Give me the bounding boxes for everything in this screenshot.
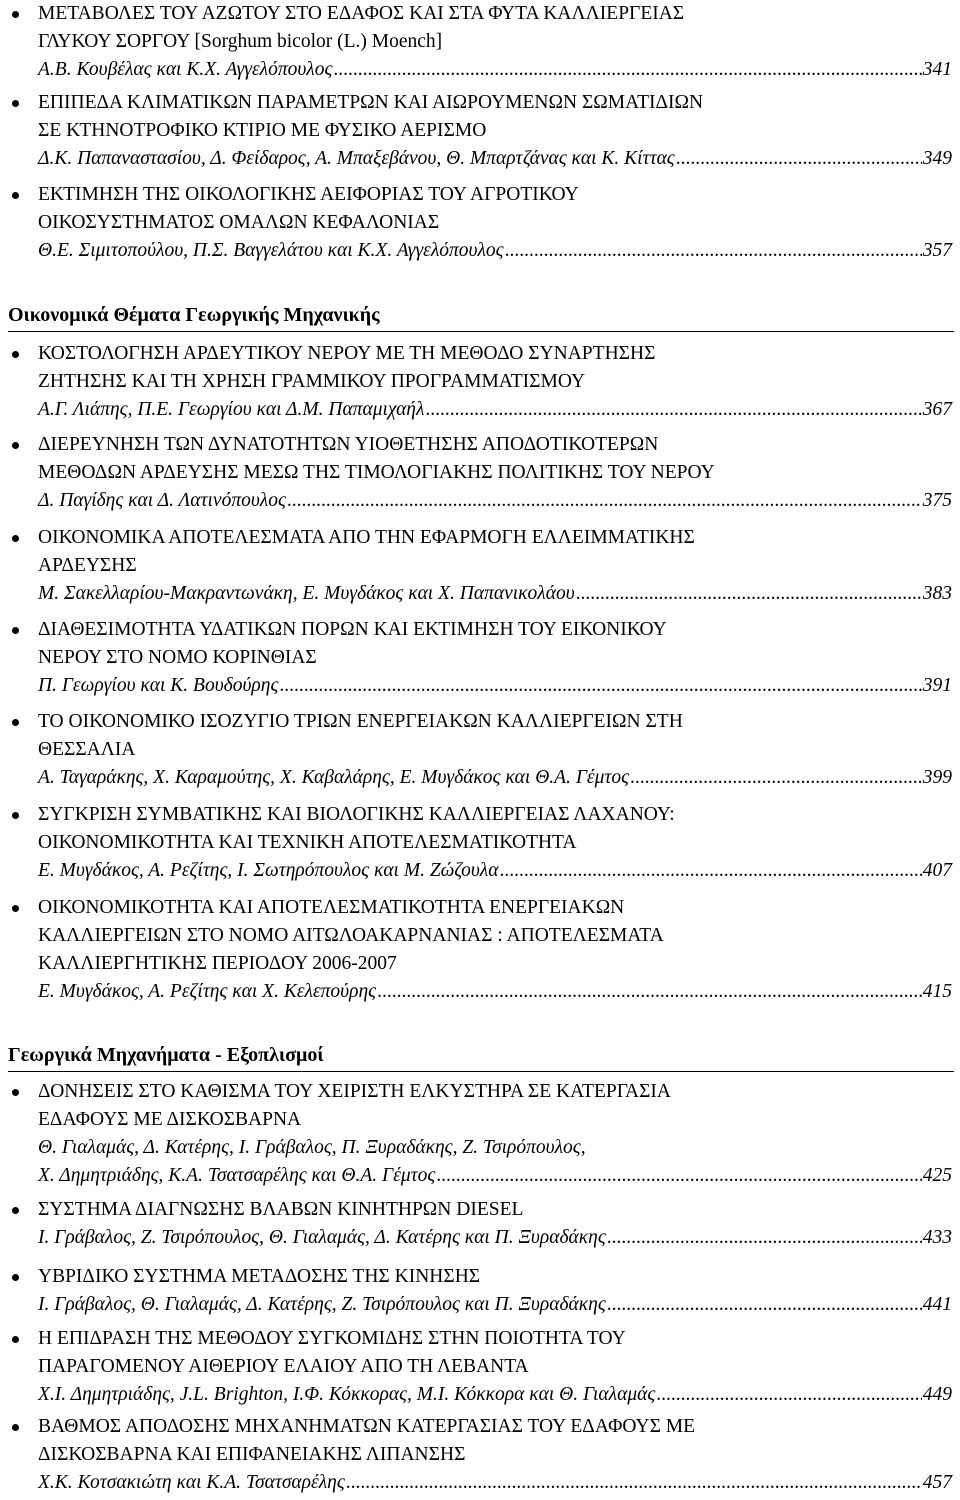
dot-leader <box>287 487 922 515</box>
entry-title-line: ΣΥΓΚΡΙΣΗ ΣΥΜΒΑΤΙΚΗΣ ΚΑΙ ΒΙΟΛΟΓΙΚΗΣ ΚΑΛΛΙΕΡΓΕΙΑΣ ΛΑΧΑΝΟΥ: <box>38 804 675 825</box>
entry-title-line: ΓΛΥΚΟΥ ΣΟΡΓΟΥ [Sorghum bicolor (L.) Moench] <box>38 31 443 52</box>
entry-page-number: 391 <box>922 675 952 696</box>
entry-author-line <box>38 487 952 515</box>
toc-entry[interactable] <box>38 1196 952 1252</box>
dot-leader <box>630 764 922 792</box>
entry-author-line <box>38 1291 952 1319</box>
toc-entry[interactable] <box>38 431 952 515</box>
entry-title-line: ΚΟΣΤΟΛΟΓΗΣΗ ΑΡΔΕΥΤΙΚΟΥ ΝΕΡΟΥ ΜΕ ΤΗ ΜΕΘΟΔΟ ΣΥΝΑΡΤΗΣΗΣ <box>38 343 656 364</box>
entry-title-line: ΤΟ ΟΙΚΟΝΟΜΙΚΟ ΙΣΟΖΥΓΙΟ ΤΡΙΩΝ ΕΝΕΡΓΕΙΑΚΩΝ ΚΑΛΛΙΕΡΓΕΙΩΝ ΣΤΗ <box>38 711 683 732</box>
bullet-icon <box>12 192 19 199</box>
entry-authors: Μ. Σακελλαρίου-Μακραντωνάκη, Ε. Μυγδάκος και Χ. Παπανικολάου <box>38 583 575 604</box>
entry-title-line: ΒΑΘΜΟΣ ΑΠΟΔΟΣΗΣ ΜΗΧΑΝΗΜΑΤΩΝ ΚΑΤΕΡΓΑΣΙΑΣ ΤΟΥ ΕΔΑΦΟΥΣ ΜΕ <box>38 1416 696 1437</box>
toc-entry[interactable] <box>38 89 952 173</box>
dot-leader <box>505 237 922 265</box>
bullet-icon <box>12 719 19 726</box>
dot-leader <box>607 1291 922 1319</box>
entry-title-line: ΘΕΣΣΑΛΙΑ <box>38 739 136 760</box>
entry-authors: Δ.Κ. Παπαναστασίου, Δ. Φείδαρος, Α. Μπαξεβάνου, Θ. Μπαρτζάνας και Κ. Κίττας <box>38 148 675 169</box>
entry-title-line: ΥΒΡΙΔΙΚΟ ΣΥΣΤΗΜΑ ΜΕΤΑΔΟΣΗΣ ΤΗΣ ΚΙΝΗΣΗΣ <box>38 1266 481 1287</box>
entry-title-line: ΠΑΡΑΓΟΜΕΝΟΥ ΑΙΘΕΡΙΟΥ ΕΛΑΙΟΥ ΑΠΟ ΤΗ ΛΕΒΑΝΤΑ <box>38 1356 529 1377</box>
bullet-icon <box>12 1207 19 1214</box>
entry-page-number: 375 <box>922 490 952 511</box>
entry-page-number: 357 <box>922 240 952 261</box>
bullet-icon <box>12 1089 19 1096</box>
dot-leader <box>576 580 922 608</box>
bullet-icon <box>12 442 19 449</box>
entry-title-line: ΜΕΘΟΔΩΝ ΑΡΔΕΥΣΗΣ ΜΕΣΩ ΤΗΣ ΤΙΜΟΛΟΓΙΑΚΗΣ ΠΟΛΙΤΙΚΗΣ ΤΟΥ ΝΕΡΟΥ <box>38 462 715 483</box>
dot-leader <box>607 1224 922 1252</box>
toc-entry[interactable] <box>38 616 952 700</box>
entry-author-line <box>38 978 952 1006</box>
entry-author-line <box>38 672 952 700</box>
entry-author-line <box>38 580 952 608</box>
entry-authors: Α.Γ. Λιάπης, Π.Ε. Γεωργίου και Δ.Μ. Παπαμιχαήλ <box>38 399 425 420</box>
entry-title-line: ΝΕΡΟΥ ΣΤΟ ΝΟΜΟ ΚΟΡΙΝΘΙΑΣ <box>38 647 317 668</box>
entry-page-number: 349 <box>922 148 952 169</box>
entry-title-line: ΖΗΤΗΣΗΣ ΚΑΙ ΤΗ ΧΡΗΣΗ ΓΡΑΜΜΙΚΟΥ ΠΡΟΓΡΑΜΜΑΤΙΣΜΟΥ <box>38 371 586 392</box>
toc-entry[interactable] <box>38 708 952 792</box>
toc-entry[interactable] <box>38 1263 952 1319</box>
entry-author-line <box>38 1162 952 1190</box>
toc-entry[interactable] <box>38 894 952 1006</box>
entry-page-number: 383 <box>922 583 952 604</box>
entry-title-line: Η ΕΠΙΔΡΑΣΗ ΤΗΣ ΜΕΘΟΔΟΥ ΣΥΓΚΟΜΙΔΗΣ ΣΤΗΝ ΠΟΙΟΤΗΤΑ ΤΟΥ <box>38 1328 626 1349</box>
entry-page-number: 399 <box>922 767 952 788</box>
entry-title-line: ΔΙΑΘΕΣΙΜΟΤΗΤΑ ΥΔΑΤΙΚΩΝ ΠΟΡΩΝ ΚΑΙ ΕΚΤΙΜΗΣΗ ΤΟΥ ΕΙΚΟΝΙΚΟΥ <box>38 619 667 640</box>
entry-page-number: 415 <box>922 981 952 1002</box>
dot-leader <box>279 672 921 700</box>
entry-page-number: 433 <box>922 1227 952 1248</box>
entry-title-line: ΟΙΚΟΝΟΜΙΚΟΤΗΤΑ ΚΑΙ ΑΠΟΤΕΛΕΣΜΑΤΙΚΟΤΗΤΑ ΕΝΕΡΓΕΙΑΚΩΝ <box>38 897 625 918</box>
dot-leader <box>425 396 921 424</box>
bullet-icon <box>12 11 19 18</box>
entry-authors: Χ.Κ. Κοτσακιώτη και Κ.Α. Τσατσαρέλης <box>38 1472 345 1493</box>
entry-title-line: ΟΙΚΟΝΟΜΙΚΟΤΗΤΑ ΚΑΙ ΤΕΧΝΙΚΗ ΑΠΟΤΕΛΕΣΜΑΤΙΚΟΤΗΤΑ <box>38 832 577 853</box>
entry-page-number: 341 <box>922 59 952 80</box>
entry-title-line: ΣΥΣΤΗΜΑ ΔΙΑΓΝΩΣΗΣ ΒΛΑΒΩΝ ΚΙΝΗΤΗΡΩΝ DIESEL <box>38 1199 524 1220</box>
entry-authors: Ε. Μυγδάκος, Α. Ρεζίτης και Χ. Κελεπούρης <box>38 981 377 1002</box>
toc-entry[interactable] <box>38 524 952 608</box>
dot-leader <box>656 1381 922 1409</box>
bullet-icon <box>12 1336 19 1343</box>
entry-authors: Ι. Γράβαλος, Θ. Γιαλαμάς, Δ. Κατέρης, Ζ. Τσιρόπουλος και Π. Ξυραδάκης <box>38 1294 606 1315</box>
dot-leader <box>436 1162 922 1190</box>
entry-page-number: 425 <box>922 1165 952 1186</box>
entry-page-number: 449 <box>922 1384 952 1405</box>
entry-author-line <box>38 1224 952 1252</box>
entry-title-line: ΔΙΕΡΕΥΝΗΣΗ ΤΩΝ ΔΥΝΑΤΟΤΗΤΩΝ ΥΙΟΘΕΤΗΣΗΣ ΑΠΟΔΟΤΙΚΟΤΕΡΩΝ <box>38 434 659 455</box>
entry-authors: Θ.Ε. Σιμιτοπούλου, Π.Σ. Βαγγελάτου και Κ.Χ. Αγγελόπουλος <box>38 240 504 261</box>
entry-author-line <box>38 396 952 424</box>
bullet-icon <box>12 1274 19 1281</box>
bullet-icon <box>12 535 19 542</box>
entry-author-line <box>38 56 952 84</box>
entry-author-line <box>38 1469 952 1497</box>
entry-authors: Χ. Δημητριάδης, Κ.Α. Τσατσαρέλης και Θ.Α. Γέμτος <box>38 1165 436 1186</box>
entry-authors: Ι. Γράβαλος, Ζ. Τσιρόπουλος, Θ. Γιαλαμάς, Δ. Κατέρης και Π. Ξυραδάκης <box>38 1227 606 1248</box>
toc-entry[interactable] <box>38 1325 952 1409</box>
toc-entry[interactable] <box>38 1078 952 1190</box>
entry-page-number: 407 <box>922 860 952 881</box>
toc-entry[interactable] <box>38 0 952 84</box>
entry-title-line: ΕΚΤΙΜΗΣΗ ΤΗΣ ΟΙΚΟΛΟΓΙΚΗΣ ΑΕΙΦΟΡΙΑΣ ΤΟΥ ΑΓΡΟΤΙΚΟΥ <box>38 184 579 205</box>
entry-title-line: ΔΙΣΚΟΣΒΑΡΝΑ ΚΑΙ ΕΠΙΦΑΝΕΙΑΚΗΣ ΛΙΠΑΝΣΗΣ <box>38 1444 466 1465</box>
dot-leader <box>333 56 921 84</box>
entry-authors: Π. Γεωργίου και Κ. Βουδούρης <box>38 675 279 696</box>
entry-title-line: ΚΑΛΛΙΕΡΓΗΤΙΚΗΣ ΠΕΡΙΟΔΟΥ 2006-2007 <box>38 953 397 974</box>
entry-title-line: ΕΠΙΠΕΔΑ ΚΛΙΜΑΤΙΚΩΝ ΠΑΡΑΜΕΤΡΩΝ ΚΑΙ ΑΙΩΡΟΥΜΕΝΩΝ ΣΩΜΑΤΙΔΙΩΝ <box>38 92 704 113</box>
toc-entry[interactable] <box>38 340 952 424</box>
toc-entry[interactable] <box>38 1413 952 1497</box>
entry-page-number: 367 <box>922 399 952 420</box>
entry-author-line <box>38 857 952 885</box>
entry-authors: Α.Β. Κουβέλας και Κ.Χ. Αγγελόπουλος <box>38 59 333 80</box>
bullet-icon <box>12 1424 19 1431</box>
entry-page-number: 441 <box>922 1294 952 1315</box>
entry-authors: Α. Ταγαράκης, Χ. Καραμούτης, Χ. Καβαλάρης, Ε. Μυγδάκος και Θ.Α. Γέμτος <box>38 767 630 788</box>
entry-author-line <box>38 237 952 265</box>
entry-page-number: 457 <box>922 1472 952 1493</box>
entry-author-line <box>38 764 952 792</box>
entry-title-line: ΚΑΛΛΙΕΡΓΕΙΩΝ ΣΤΟ ΝΟΜΟ ΑΙΤΩΛΟΑΚΑΡΝΑΝΙΑΣ : ΑΠΟΤΕΛΕΣΜΑΤΑ <box>38 925 664 946</box>
bullet-icon <box>12 905 19 912</box>
entry-title-line: ΕΔΑΦΟΥΣ ΜΕ ΔΙΣΚΟΣΒΑΡΝΑ <box>38 1109 302 1130</box>
dot-leader <box>346 1469 922 1497</box>
toc-entry[interactable] <box>38 801 952 885</box>
dot-leader <box>377 978 922 1006</box>
toc-entry[interactable] <box>38 181 952 265</box>
entry-title-line: ΜΕΤΑΒΟΛΕΣ ΤΟΥ ΑΖΩΤΟΥ ΣΤΟ ΕΔΑΦΟΣ ΚΑΙ ΣΤΑ ΦΥΤΑ ΚΑΛΛΙΕΡΓΕΙΑΣ <box>38 3 685 24</box>
bullet-icon <box>12 351 19 358</box>
entry-authors: Χ.Ι. Δημητριάδης, J.L. Brighton, Ι.Φ. Κόκκορας, Μ.Ι. Κόκκορα και Θ. Γιαλαμάς <box>38 1384 656 1405</box>
entry-authors: Δ. Παγίδης και Δ. Λατινόπουλος <box>38 490 286 511</box>
entry-title-line: ΟΙΚΟΣΥΣΤΗΜΑΤΟΣ ΟΜΑΛΩΝ ΚΕΦΑΛΟΝΙΑΣ <box>38 212 440 233</box>
entry-title-line: ΣΕ ΚΤΗΝΟΤΡΟΦΙΚΟ ΚΤΙΡΙΟ ΜΕ ΦΥΣΙΚΟ ΑΕΡΙΣΜΟ <box>38 120 487 141</box>
section-heading: Γεωργικά Μηχανήματα - Εξοπλισμοί <box>8 1041 954 1072</box>
section-heading: Οικονομικά Θέματα Γεωργικής Μηχανικής <box>8 301 954 332</box>
entry-author-line <box>38 145 952 173</box>
entry-title-line: ΑΡΔΕΥΣΗΣ <box>38 555 137 576</box>
entry-title-line: ΔΟΝΗΣΕΙΣ ΣΤΟ ΚΑΘΙΣΜΑ ΤΟΥ ΧΕΙΡΙΣΤΗ ΕΛΚΥΣΤΗΡΑ ΣΕ ΚΑΤΕΡΓΑΣΙΑ <box>38 1081 671 1102</box>
entry-author-line <box>38 1381 952 1409</box>
bullet-icon <box>12 100 19 107</box>
entry-authors-line: Θ. Γιαλαμάς, Δ. Κατέρης, Ι. Γράβαλος, Π. Ξυραδάκης, Ζ. Τσιρόπουλος, <box>38 1137 586 1158</box>
dot-leader <box>676 145 922 173</box>
dot-leader <box>499 857 921 885</box>
bullet-icon <box>12 627 19 634</box>
bullet-icon <box>12 812 19 819</box>
entry-authors: Ε. Μυγδάκος, Α. Ρεζίτης, Ι. Σωτηρόπουλος και Μ. Ζώζουλα <box>38 860 499 881</box>
entry-title-line: ΟΙΚΟΝΟΜΙΚΑ ΑΠΟΤΕΛΕΣΜΑΤΑ ΑΠΟ ΤΗΝ ΕΦΑΡΜΟΓΗ ΕΛΛΕΙΜΜΑΤΙΚΗΣ <box>38 527 695 548</box>
